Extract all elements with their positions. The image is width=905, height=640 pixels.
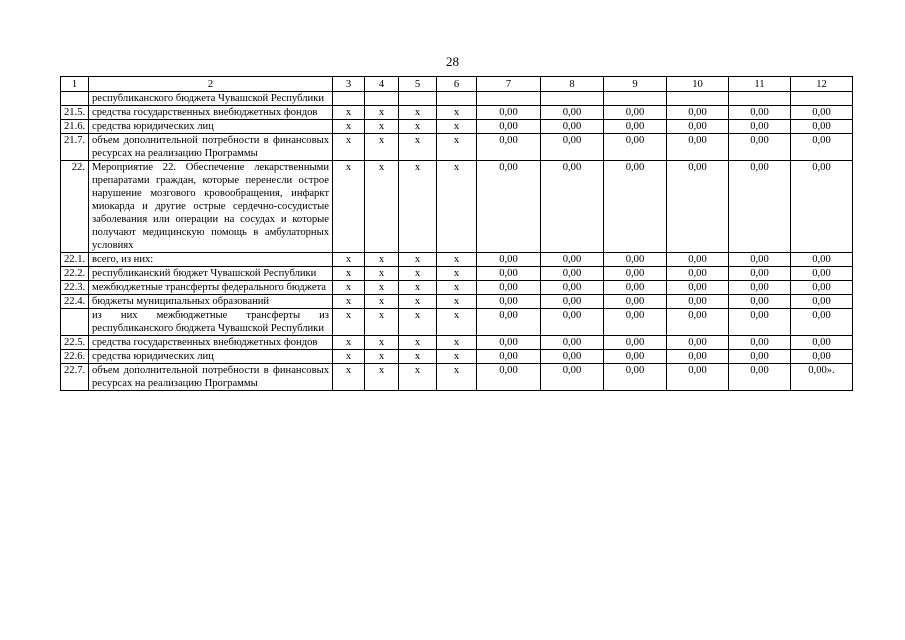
x-cell: x [437,281,477,295]
value-cell: 0,00 [667,364,729,391]
row-name: республиканского бюджета Чувашской Республики [89,92,333,106]
x-cell [365,92,399,106]
value-cell: 0,00 [541,134,604,161]
value-cell: 0,00 [729,253,791,267]
value-cell: 0,00 [729,295,791,309]
x-cell: x [365,364,399,391]
value-cell: 0,00 [667,309,729,336]
value-cell: 0,00 [729,336,791,350]
row-name: межбюджетные трансферты федерального бюджета [89,281,333,295]
x-cell: x [333,350,365,364]
table-row [61,364,853,391]
x-cell: x [399,134,437,161]
x-cell: x [399,253,437,267]
value-cell: 0,00 [604,267,667,281]
header-cell: 1 [61,77,89,92]
value-cell: 0,00 [729,364,791,391]
row-number [61,309,89,336]
x-cell: x [365,106,399,120]
x-cell: x [437,309,477,336]
value-cell: 0,00 [791,106,853,120]
value-cell: 0,00 [604,364,667,391]
x-cell: x [365,336,399,350]
value-cell: 0,00 [667,295,729,309]
value-cell [729,92,791,106]
x-cell: x [437,161,477,253]
header-cell: 8 [541,77,604,92]
x-cell: x [399,309,437,336]
x-cell [399,92,437,106]
value-cell: 0,00 [541,350,604,364]
header-row [61,77,853,92]
value-cell: 0,00 [729,161,791,253]
x-cell: x [437,267,477,281]
value-cell [791,92,853,106]
value-cell: 0,00 [541,364,604,391]
value-cell [667,92,729,106]
value-cell: 0,00 [604,309,667,336]
value-cell: 0,00 [791,281,853,295]
value-cell: 0,00 [604,281,667,295]
row-number: 22.6. [61,350,89,364]
x-cell: x [365,295,399,309]
x-cell: x [333,309,365,336]
value-cell: 0,00 [541,336,604,350]
value-cell: 0,00 [604,295,667,309]
x-cell: x [399,295,437,309]
row-name: средства государственных внебюджетных фондов [89,106,333,120]
value-cell: 0,00 [729,281,791,295]
row-number [61,92,89,106]
row-number: 21.7. [61,134,89,161]
value-cell: 0,00 [477,281,541,295]
value-cell [477,92,541,106]
value-cell: 0,00 [604,120,667,134]
header-cell: 10 [667,77,729,92]
value-cell: 0,00 [667,253,729,267]
x-cell: x [365,309,399,336]
value-cell: 0,00 [477,336,541,350]
x-cell: x [437,364,477,391]
row-number: 21.6. [61,120,89,134]
value-cell: 0,00 [477,295,541,309]
value-cell: 0,00 [729,120,791,134]
value-cell: 0,00 [729,134,791,161]
x-cell: x [333,106,365,120]
value-cell: 0,00 [791,253,853,267]
value-cell: 0,00 [604,134,667,161]
header-cell: 9 [604,77,667,92]
x-cell: x [399,161,437,253]
value-cell: 0,00 [729,350,791,364]
x-cell: x [399,350,437,364]
row-name: объем дополнительной потребности в финансовых ресурсах на реализацию Программы [89,134,333,161]
value-cell: 0,00 [791,336,853,350]
row-number: 22.5. [61,336,89,350]
value-cell: 0,00 [729,106,791,120]
value-cell: 0,00 [477,364,541,391]
value-cell: 0,00 [667,267,729,281]
x-cell: x [333,295,365,309]
value-cell: 0,00 [477,134,541,161]
value-cell: 0,00 [541,295,604,309]
row-number: 22.7. [61,364,89,391]
value-cell: 0,00 [477,267,541,281]
row-name: средства юридических лиц [89,120,333,134]
x-cell: x [365,253,399,267]
financing-table [60,76,853,391]
row-number: 22. [61,161,89,253]
value-cell: 0,00 [729,309,791,336]
value-cell: 0,00 [667,281,729,295]
value-cell: 0,00 [477,253,541,267]
x-cell: x [365,120,399,134]
value-cell: 0,00 [791,295,853,309]
value-cell: 0,00 [477,120,541,134]
x-cell: x [437,106,477,120]
value-cell: 0,00 [604,350,667,364]
value-cell: 0,00 [604,253,667,267]
x-cell: x [365,161,399,253]
table-row [61,295,853,309]
row-number: 22.2. [61,267,89,281]
x-cell: x [399,120,437,134]
value-cell: 0,00 [791,134,853,161]
value-cell: 0,00 [541,253,604,267]
value-cell: 0,00 [667,134,729,161]
row-name: бюджеты муниципальных образований [89,295,333,309]
x-cell: x [333,120,365,134]
table-row [61,350,853,364]
value-cell: 0,00 [791,350,853,364]
header-cell: 5 [399,77,437,92]
x-cell: x [399,364,437,391]
value-cell: 0,00 [604,336,667,350]
table-row [61,106,853,120]
row-name: объем дополнительной потребности в финансовых ресурсах на реализацию Программы [89,364,333,391]
value-cell: 0,00 [667,161,729,253]
row-number: 22.3. [61,281,89,295]
table-row [61,120,853,134]
header-cell: 11 [729,77,791,92]
value-cell: 0,00 [667,106,729,120]
x-cell: x [399,267,437,281]
x-cell [333,92,365,106]
table-row [61,134,853,161]
value-cell: 0,00 [477,350,541,364]
value-cell: 0,00 [791,309,853,336]
value-cell: 0,00». [791,364,853,391]
value-cell: 0,00 [791,120,853,134]
table-row [61,92,853,106]
header-cell: 2 [89,77,333,92]
table-row [61,161,853,253]
x-cell [437,92,477,106]
row-name: средства государственных внебюджетных фондов [89,336,333,350]
value-cell: 0,00 [667,120,729,134]
x-cell: x [437,253,477,267]
x-cell: x [365,281,399,295]
value-cell [604,92,667,106]
value-cell: 0,00 [729,267,791,281]
value-cell: 0,00 [477,309,541,336]
x-cell: x [437,295,477,309]
x-cell: x [333,336,365,350]
value-cell: 0,00 [604,161,667,253]
table-row [61,267,853,281]
row-name: средства юридических лиц [89,350,333,364]
table-row [61,309,853,336]
value-cell: 0,00 [541,161,604,253]
row-number: 22.1. [61,253,89,267]
row-name: всего, из них: [89,253,333,267]
table-row [61,336,853,350]
header-cell: 6 [437,77,477,92]
header-cell: 7 [477,77,541,92]
page-number: 28 [446,54,459,69]
table-row [61,253,853,267]
value-cell: 0,00 [604,106,667,120]
value-cell: 0,00 [541,267,604,281]
row-name: из них межбюджетные трансферты из республиканского бюджета Чувашской Республики [89,309,333,336]
x-cell: x [365,350,399,364]
x-cell: x [437,120,477,134]
row-number: 21.5. [61,106,89,120]
value-cell: 0,00 [541,120,604,134]
value-cell: 0,00 [477,161,541,253]
x-cell: x [399,281,437,295]
value-cell: 0,00 [791,267,853,281]
row-name: Мероприятие 22. Обеспечение лекарственными препаратами граждан, которые перенесли острое нарушение мозгового кровообращения, инфаркт миокарда и другие острые сердечно-сосудистые заболевания или операции на сосудах и которые получают медицинскую помощь в амбулаторных условиях [89,161,333,253]
x-cell: x [437,336,477,350]
x-cell: x [333,281,365,295]
x-cell: x [365,267,399,281]
row-number: 22.4. [61,295,89,309]
value-cell: 0,00 [667,336,729,350]
x-cell: x [333,134,365,161]
value-cell: 0,00 [541,106,604,120]
row-name: республиканский бюджет Чувашской Республики [89,267,333,281]
x-cell: x [437,350,477,364]
x-cell: x [333,364,365,391]
x-cell: x [399,336,437,350]
x-cell: x [333,267,365,281]
x-cell: x [399,106,437,120]
table-row [61,281,853,295]
x-cell: x [365,134,399,161]
header-cell: 12 [791,77,853,92]
x-cell: x [333,161,365,253]
value-cell: 0,00 [667,350,729,364]
x-cell: x [333,253,365,267]
x-cell: x [437,134,477,161]
value-cell: 0,00 [477,106,541,120]
header-cell: 3 [333,77,365,92]
value-cell: 0,00 [541,309,604,336]
header-cell: 4 [365,77,399,92]
value-cell: 0,00 [791,161,853,253]
value-cell: 0,00 [541,281,604,295]
value-cell [541,92,604,106]
